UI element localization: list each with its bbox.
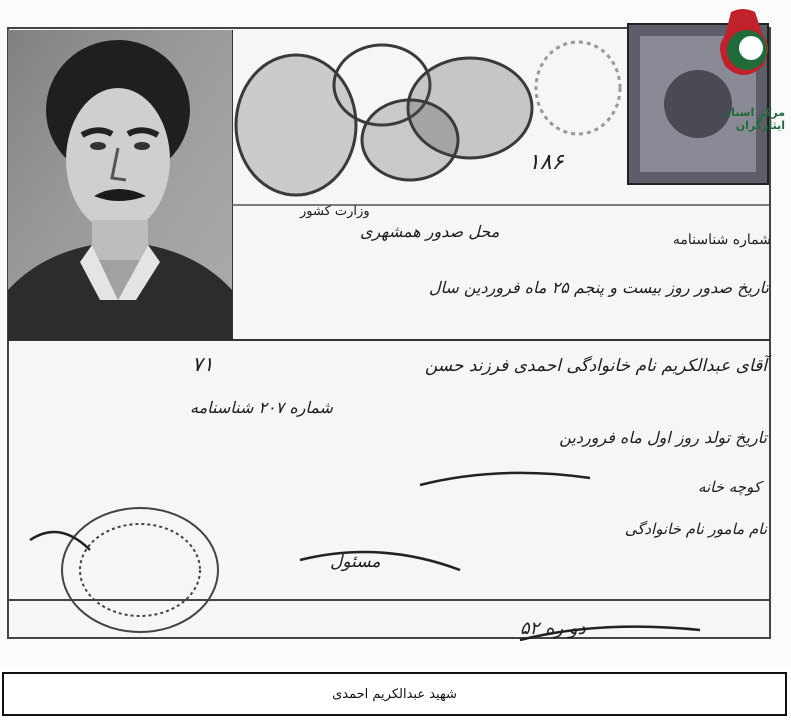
bottom-note: دو ره ۵۲ bbox=[520, 618, 586, 639]
archive-logo bbox=[703, 6, 785, 132]
birth-date-line: تاریخ تولد روز اول ماه فروردین bbox=[559, 428, 767, 447]
officer-line-2: مسئول bbox=[330, 552, 381, 572]
logo-text: مرکز اسناد ایثارگران bbox=[725, 106, 785, 132]
officer-line: نام مامور نام خانوادگی bbox=[624, 520, 767, 538]
id-number-label: شماره شناسنامه bbox=[672, 232, 771, 248]
caption-box bbox=[2, 672, 787, 716]
birth-line: شماره ۲۰۷ شناسنامه bbox=[190, 398, 333, 417]
portrait-photo bbox=[8, 30, 232, 340]
caption-text: شهید عبدالکریم احمدی bbox=[332, 686, 457, 702]
header-line: وزارت کشور bbox=[300, 204, 370, 219]
serial-number: ۱۸۶ bbox=[528, 150, 564, 175]
issue-date-line: تاریخ صدور روز بیست و پنجم ۲۵ ماه فروردین سال bbox=[428, 278, 769, 297]
issue-place-line: محل صدور همشهری bbox=[360, 222, 500, 241]
address-line: کوچه خانه bbox=[697, 478, 761, 496]
name-line: آقای عبدالکریم نام خانوادگی احمدی فرزند حسن bbox=[424, 356, 767, 376]
number-71: ۷۱ bbox=[192, 352, 214, 376]
